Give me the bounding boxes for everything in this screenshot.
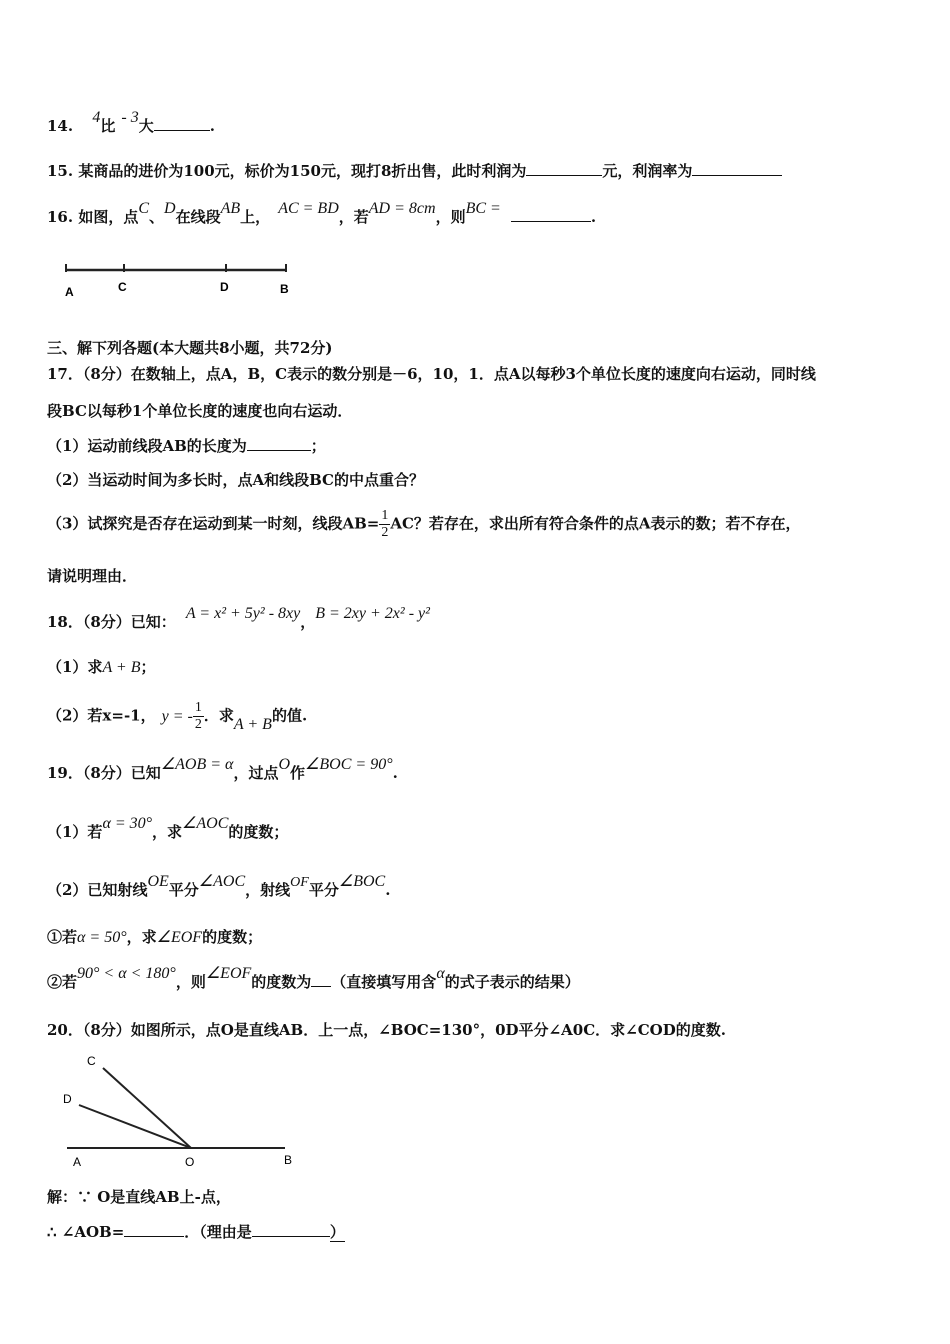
question-19-case1 <box>47 927 262 948</box>
text: 的度数； <box>228 823 289 841</box>
text: ， <box>300 613 316 631</box>
answer-blank[interactable] <box>511 207 591 222</box>
text: 平分 <box>308 881 339 899</box>
text: 18．（8分）已知： <box>47 613 176 631</box>
point-label-a: A <box>73 1155 82 1169</box>
text: （1）运动前线段AB的长度为 <box>47 437 247 455</box>
text: （3）试探究是否存在运动到某一时刻，线段AB= <box>47 514 380 533</box>
text: ，求 <box>126 928 157 946</box>
text: ，过点 <box>233 764 279 782</box>
text: 的度数为 <box>251 973 312 991</box>
math-expression: y = - <box>161 707 193 725</box>
text: ∴ ∠AOB= <box>47 1223 125 1241</box>
denominator: 2 <box>194 717 202 732</box>
point-label-b: B <box>280 282 289 296</box>
text: 作 <box>290 764 306 782</box>
question-17-part2: （2）当运动时间为多长时，点A和线段BC的中点重合？ <box>47 471 424 489</box>
point-label-o: O <box>185 1155 195 1169</box>
segment-figure <box>60 258 300 300</box>
answer-blank[interactable] <box>124 1222 184 1237</box>
math-equation: α = 50° <box>77 929 127 946</box>
text: ） <box>329 1223 345 1241</box>
answer-blank[interactable] <box>154 116 210 131</box>
math-equation: A = x² + 5y² - 8xy <box>185 605 301 622</box>
text: 的值. <box>271 706 308 725</box>
math-angle: ∠AOC <box>182 815 229 832</box>
text: 上， <box>240 208 271 226</box>
math-equation: α = 30° <box>102 815 153 832</box>
math-point: C <box>138 200 150 217</box>
question-18-part1 <box>47 657 156 678</box>
ray-od <box>79 1105 191 1148</box>
text: . <box>209 117 215 135</box>
math-point: O <box>278 756 291 773</box>
fraction <box>379 508 390 541</box>
question-number: 14. <box>47 117 74 135</box>
text: （1）求 <box>47 658 103 676</box>
question-15 <box>47 161 782 181</box>
text: ，若 <box>338 208 369 226</box>
question-18-part2 <box>47 700 307 733</box>
section-title: 三、解下列各题(本大题共8小题，共72分) <box>47 339 333 357</box>
text: ，求 <box>152 823 183 841</box>
answer-blank[interactable] <box>526 161 602 176</box>
math-value: - 3 <box>121 109 139 126</box>
text: . <box>392 764 398 782</box>
question-20: 20．（8分）如图所示，点O是直线AB．上一点，∠BOC=130°，0D平分∠A0C．求∠COD的度数. <box>47 1021 726 1039</box>
text: 19．（8分）已知 <box>47 764 161 782</box>
point-label-d: D <box>220 280 229 294</box>
numerator: 1 <box>194 700 202 715</box>
question-19-case2 <box>47 965 580 993</box>
text: 的度数； <box>202 928 263 946</box>
question-19 <box>47 756 398 784</box>
question-17-line1: 17．（8分）在数轴上，点A，B，C表示的数分别是－6，10，1．点A以每秒3个单位长度的速度向右运动，同时线 <box>47 365 816 383</box>
answer-blank[interactable] <box>311 972 331 987</box>
math-equation: ∠AOB = α <box>160 756 234 773</box>
math-equation: B = 2xy + 2x² - y² <box>315 605 430 622</box>
math-angle: ∠EOF <box>205 965 252 982</box>
question-number: 16. <box>47 208 74 226</box>
point-label-c: C <box>87 1054 96 1068</box>
text: 在线段 <box>175 208 221 226</box>
text: 平分 <box>168 881 199 899</box>
question-19-part2 <box>47 873 391 902</box>
text: 某商品的进价为100元，标价为150元，现打8折出售，此时利润为 <box>78 162 527 180</box>
text: 比 <box>100 117 116 135</box>
text: ．（理由是 <box>184 1223 252 1241</box>
math-equation: AD = 8cm <box>368 200 436 217</box>
text: ； <box>140 658 156 676</box>
text: ，则 <box>435 208 466 226</box>
math-point: D <box>164 200 176 217</box>
question-number: 15. <box>47 162 74 180</box>
math-angle: ∠AOC <box>198 873 246 890</box>
angle-figure <box>55 1050 305 1175</box>
question-17-line2: 段BC以每秒1个单位长度的速度也向右运动． <box>47 402 353 420</box>
ray-oc <box>103 1068 191 1148</box>
math-expression: A + B <box>102 659 141 676</box>
text: ，射线 <box>245 881 291 899</box>
answer-blank[interactable] <box>252 1222 330 1237</box>
text: ； <box>310 437 326 455</box>
question-18 <box>47 605 430 633</box>
text: ②若 <box>47 973 78 991</box>
numerator: 1 <box>381 508 389 523</box>
text: （直接填写用含 <box>331 973 437 991</box>
math-value: 4 <box>92 109 101 126</box>
math-angle: ∠BOC <box>338 873 386 890</box>
point-label-a: A <box>65 285 74 299</box>
point-label-b: B <box>284 1153 293 1167</box>
text: . <box>385 881 391 899</box>
text: （2）若x=-1， <box>47 706 156 725</box>
math-ray: OE <box>147 873 169 890</box>
math-angle: ∠EOF <box>156 929 203 946</box>
text: 大 <box>138 117 154 135</box>
text: ，则 <box>175 973 206 991</box>
answer-blank[interactable] <box>692 161 782 176</box>
question-17-part3-cont: 请说明理由． <box>47 567 138 585</box>
question-17-part1 <box>47 436 326 456</box>
solution-line2 <box>47 1222 345 1242</box>
point-label-c: C <box>118 280 127 294</box>
math-symbol: α <box>436 965 445 982</box>
question-19-part1 <box>47 815 289 843</box>
question-16 <box>47 200 597 228</box>
math-equation: BC = <box>465 200 501 217</box>
text: 的式子表示的结果） <box>444 973 580 991</box>
answer-blank[interactable] <box>247 436 311 451</box>
question-14 <box>47 109 215 137</box>
text: 元，利润率为 <box>602 162 693 180</box>
math-ray: OF <box>290 875 309 890</box>
text: （2）已知射线 <box>47 881 148 899</box>
math-expression: A + B <box>233 715 272 733</box>
math-equation: AC = BD <box>278 200 339 217</box>
text: 、 <box>149 208 165 226</box>
text: AC？若存在，求出所有符合条件的点A表示的数；若不存在， <box>390 514 801 533</box>
math-equation: ∠BOC = 90° <box>305 756 393 773</box>
question-17-part3 <box>47 508 801 541</box>
text: . <box>590 208 597 226</box>
point-label-d: D <box>63 1092 72 1106</box>
denominator: 2 <box>381 525 389 540</box>
solution-line1: 解：∵ O是直线AB上-点， <box>47 1188 231 1206</box>
text: ．求 <box>203 706 234 725</box>
math-inequality: 90° < α < 180° <box>77 965 176 982</box>
math-segment: AB <box>220 200 241 217</box>
text: 如图，点 <box>78 208 139 226</box>
text: ①若 <box>47 928 78 946</box>
fraction <box>193 700 204 733</box>
text: （1）若 <box>47 823 103 841</box>
